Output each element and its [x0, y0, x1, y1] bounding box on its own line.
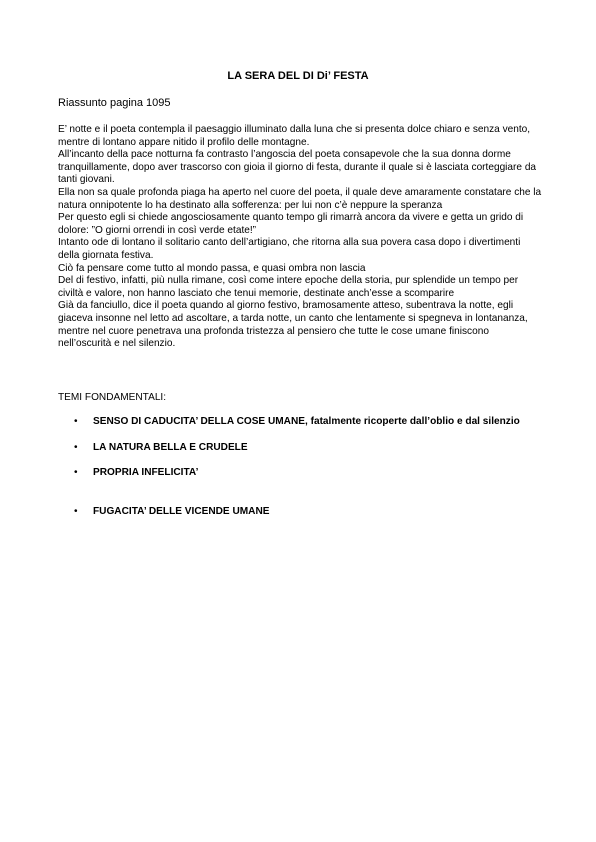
summary-paragraph: Del di festivo, infatti, più nulla rimane, così come intere epoche della storia, pur splendide un tempo per civiltà e valore, non hanno lasciato che tenui memorie, destinate anch’esse a scomparire — [58, 275, 519, 299]
document-subtitle: Riassunto pagina 1095 — [58, 97, 171, 109]
bullet-icon: • — [74, 441, 78, 453]
section-title-temi: TEMI FONDAMENTALI: — [58, 392, 167, 403]
summary-paragraph: E’ notte e il poeta contempla il paesaggio illuminato dalla luna che si presenta dolce chiaro e senza vento, mentre di lontano appare nitido il profilo delle montagne. — [58, 124, 531, 148]
topic-text: FUGACITA’ DELLE VICENDE UMANE — [93, 505, 270, 517]
list-item — [58, 442, 528, 455]
topic-text: PROPRIA INFELICITA’ — [93, 467, 199, 479]
bullet-icon: • — [74, 467, 78, 479]
summary-paragraph: Per questo egli si chiede angosciosamente quanto tempo gli rimarrà ancora da vivere e getta un grido di dolore: ”O giorni orrendi in così verde etate!” — [58, 212, 524, 236]
summary-body — [58, 124, 542, 351]
list-item — [58, 506, 528, 519]
summary-paragraph: Ella non sa quale profonda piaga ha aperto nel cuore del poeta, il quale deve amaramente constatare che la natura onnipotente lo ha destinato alla sofferenza: per lui non c’è neppure la speranza — [58, 186, 542, 211]
topics-list — [58, 416, 528, 518]
bullet-icon: • — [74, 416, 78, 427]
summary-paragraph: Intanto ode di lontano il solitario canto dell’artigiano, che ritorna alla sua povera casa dopo i divertimenti della giornata festiva. — [58, 237, 521, 261]
list-item — [58, 416, 528, 429]
summary-paragraph: Ciò fa pensare come tutto al mondo passa, e quasi ombra non lascia — [58, 262, 366, 274]
summary-paragraph: All’incanto della pace notturna fa contrasto l’angoscia del poeta consapevole che la sua donna dorme tranquillamente, dopo aver trascorso con gioia il giorno di festa, durante il quale si è lasciata corteggiare da tanti giovani. — [58, 149, 537, 186]
list-item — [58, 467, 528, 480]
topic-text: SENSO DI CADUCITA’ DELLA COSE UMANE, fatalmente ricoperte dall’oblio e dal silenzio — [93, 416, 520, 427]
topic-text: LA NATURA BELLA E CRUDELE — [93, 441, 248, 453]
document-title: LA SERA DEL DI Di’ FESTA — [227, 70, 369, 82]
summary-paragraph: Già da fanciullo, dice il poeta quando al giorno festivo, bramosamente atteso, subentrava la notte, egli giaceva insonne nel letto ad ascoltare, a tarda notte, un canto che lentamente si spegneva in lontananza, mentre nel cuore penetrava una profonda tristezza al pensiero che tutte le cose umane finiscono nell’oscurità e nel silenzio. — [58, 300, 528, 350]
bullet-icon: • — [74, 505, 78, 517]
